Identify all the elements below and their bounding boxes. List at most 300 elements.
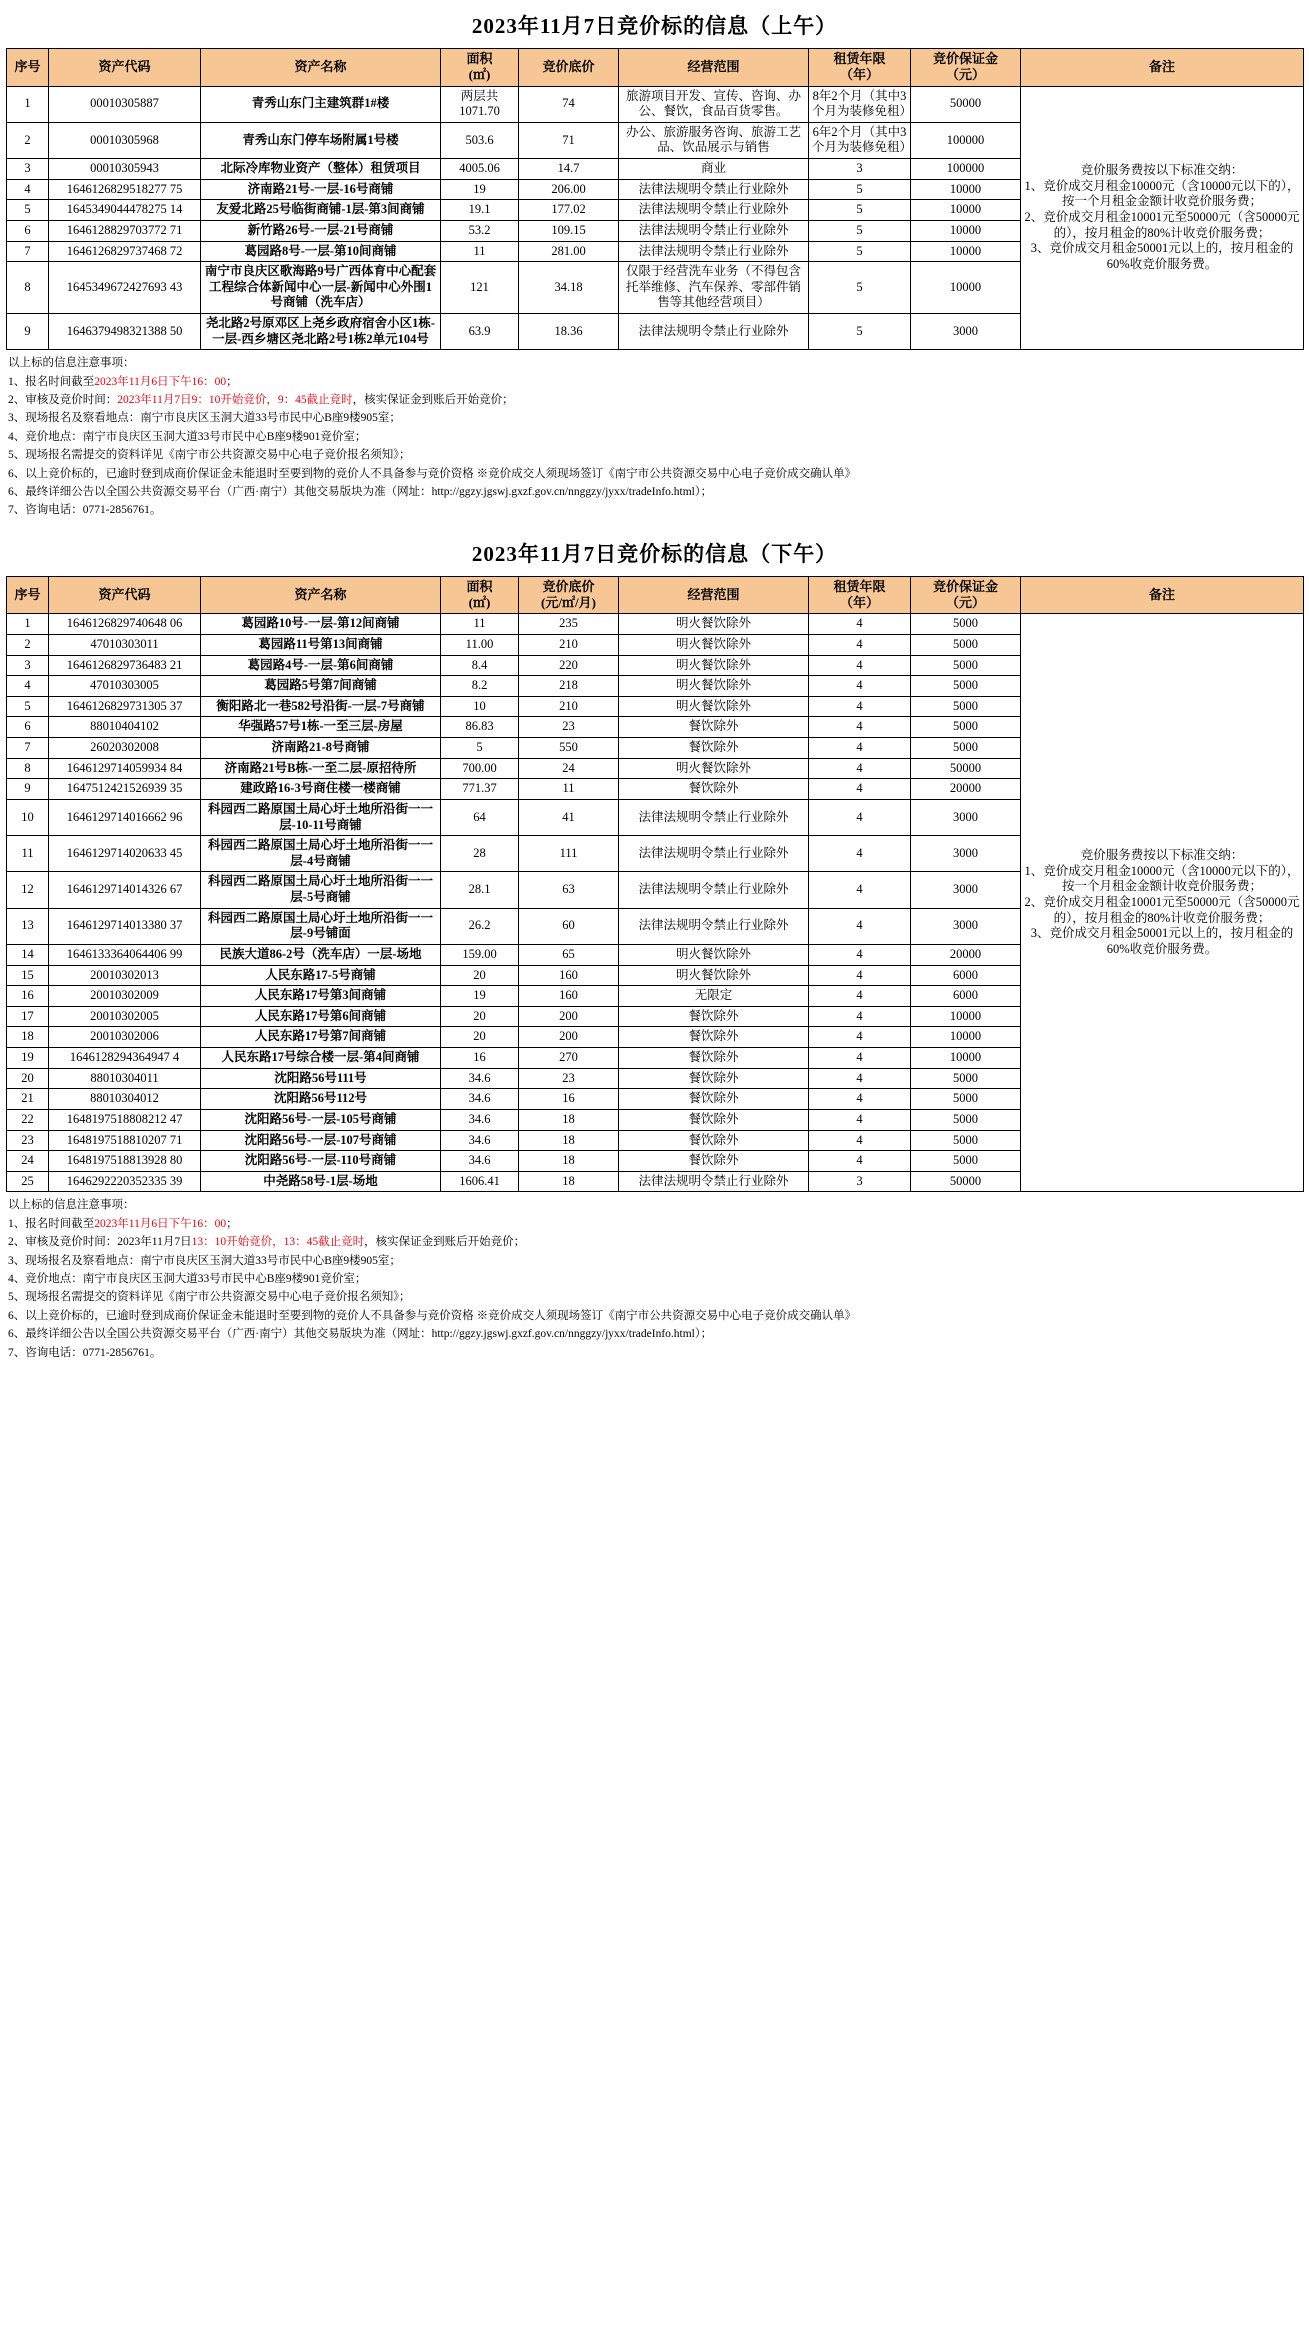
cell-price: 65 xyxy=(519,944,619,965)
cell-term: 5 xyxy=(809,314,911,350)
cell-price: 160 xyxy=(519,986,619,1007)
cell-area: 1606.41 xyxy=(441,1171,519,1192)
cell-code: 1646129714014326 67 xyxy=(49,872,201,908)
note-line: 3、现场报名及察看地点：南宁市良庆区玉洞大道33号市民中心B座9楼905室； xyxy=(8,412,401,425)
cell-no: 9 xyxy=(7,314,49,350)
cell-scope: 法律法规明令禁止行业除外 xyxy=(619,836,809,872)
cell-name: 科园西二路原国土局心圩土地所沿街一一层-5号商铺 xyxy=(201,872,441,908)
cell-scope: 明火餐饮除外 xyxy=(619,655,809,676)
col-deposit-label: 竞价保证金 xyxy=(932,578,998,594)
cell-no: 4 xyxy=(7,676,49,697)
cell-term: 4 xyxy=(809,799,911,835)
col-area-label: 面积 xyxy=(466,51,493,66)
cell-code: 1646126829518277 75 xyxy=(49,179,201,200)
cell-no: 24 xyxy=(7,1151,49,1172)
cell-term: 4 xyxy=(809,1048,911,1069)
cell-term: 4 xyxy=(809,696,911,717)
cell-price: 24 xyxy=(519,758,619,779)
cell-area: 34.6 xyxy=(441,1089,519,1110)
cell-name: 民族大道86-2号（洗车店）一层-场地 xyxy=(201,944,441,965)
cell-deposit: 3000 xyxy=(911,872,1021,908)
cell-area: 10 xyxy=(441,696,519,717)
cell-no: 9 xyxy=(7,779,49,800)
note-line: 6、最终详细公告以全国公共资源交易平台（广西·南宁）其他交易版块为准（网址：http://ggzy.jgswj.gxzf.gov.cn/nnggzy/jyxx/tradeInfo.html）； xyxy=(8,485,713,498)
cell-term: 5 xyxy=(809,200,911,221)
cell-scope: 法律法规明令禁止行业除外 xyxy=(619,908,809,944)
cell-deposit: 10000 xyxy=(911,262,1021,314)
cell-deposit: 6000 xyxy=(911,965,1021,986)
cell-scope: 明火餐饮除外 xyxy=(619,965,809,986)
col-term-label: 租赁年限 xyxy=(833,51,886,66)
cell-name: 尧北路2号原邓区上尧乡政府宿舍小区1栋-一层-西乡塘区尧北路2号1栋2单元104号 xyxy=(201,314,441,350)
cell-area: 19 xyxy=(441,986,519,1007)
cell-code: 00010305968 xyxy=(49,122,201,158)
cell-area: 34.6 xyxy=(441,1130,519,1151)
cell-no: 7 xyxy=(7,241,49,262)
cell-deposit: 3000 xyxy=(911,836,1021,872)
cell-deposit: 5000 xyxy=(911,1130,1021,1151)
cell-deposit: 50000 xyxy=(911,86,1021,122)
cell-no: 5 xyxy=(7,696,49,717)
cell-term: 4 xyxy=(809,1089,911,1110)
cell-no: 3 xyxy=(7,655,49,676)
cell-no: 13 xyxy=(7,908,49,944)
cell-deposit: 5000 xyxy=(911,655,1021,676)
cell-area: 700.00 xyxy=(441,758,519,779)
cell-name: 青秀山东门主建筑群1#楼 xyxy=(201,86,441,122)
cell-code: 20010302013 xyxy=(49,965,201,986)
cell-deposit: 3000 xyxy=(911,908,1021,944)
cell-deposit: 10000 xyxy=(911,1006,1021,1027)
cell-term: 4 xyxy=(809,1068,911,1089)
cell-term: 4 xyxy=(809,836,911,872)
cell-price: 18 xyxy=(519,1151,619,1172)
cell-price: 14.7 xyxy=(519,159,619,180)
cell-price: 111 xyxy=(519,836,619,872)
cell-no: 23 xyxy=(7,1130,49,1151)
cell-price: 200 xyxy=(519,1027,619,1048)
cell-area: 64 xyxy=(441,799,519,835)
cell-price: 63 xyxy=(519,872,619,908)
cell-deposit: 10000 xyxy=(911,241,1021,262)
cell-code: 20010302005 xyxy=(49,1006,201,1027)
cell-name: 新竹路26号-一层-21号商铺 xyxy=(201,220,441,241)
afternoon-title: 2023年11月7日竞价标的信息（下午） xyxy=(471,541,838,566)
note-line: 2、审核及竞价时间：2023年11月7日13：10开始竞价，13：45截止竞时，核实保证金到账后开始竞价； xyxy=(8,1236,526,1249)
cell-no: 20 xyxy=(7,1068,49,1089)
col-area-unit: (㎡) xyxy=(468,67,491,83)
cell-scope: 餐饮除外 xyxy=(619,1048,809,1069)
cell-name: 沈阳路56号-一层-105号商铺 xyxy=(201,1109,441,1130)
cell-area: 34.6 xyxy=(441,1151,519,1172)
cell-code: 1646126829736483 21 xyxy=(49,655,201,676)
cell-term: 5 xyxy=(809,220,911,241)
cell-scope: 法律法规明令禁止行业除外 xyxy=(619,314,809,350)
col-price: 竞价底价 xyxy=(519,49,619,87)
cell-name: 葛园路5号第7间商铺 xyxy=(201,676,441,697)
cell-code: 1646126829731305 37 xyxy=(49,696,201,717)
cell-code: 1648197518813928 80 xyxy=(49,1151,201,1172)
cell-term: 4 xyxy=(809,655,911,676)
cell-area: 53.2 xyxy=(441,220,519,241)
cell-price: 18 xyxy=(519,1130,619,1151)
cell-name: 济南路21-8号商铺 xyxy=(201,738,441,759)
cell-price: 550 xyxy=(519,738,619,759)
cell-name: 葛园路4号-一层-第6间商铺 xyxy=(201,655,441,676)
cell-name: 济南路21号B栋-一至二层-原招待所 xyxy=(201,758,441,779)
col-scope: 经营范围 xyxy=(619,576,809,614)
cell-deposit: 10000 xyxy=(911,179,1021,200)
cell-scope: 办公、旅游服务咨询、旅游工艺品、饮品展示与销售 xyxy=(619,122,809,158)
afternoon-notes xyxy=(6,1192,1303,1364)
cell-scope: 法律法规明令禁止行业除外 xyxy=(619,872,809,908)
cell-name: 衡阳路北一巷582号沿街-一层-7号商铺 xyxy=(201,696,441,717)
cell-scope: 明火餐饮除外 xyxy=(619,676,809,697)
cell-term: 3 xyxy=(809,1171,911,1192)
cell-name: 沈阳路56号-一层-110号商铺 xyxy=(201,1151,441,1172)
cell-term: 4 xyxy=(809,614,911,635)
cell-area: 771.37 xyxy=(441,779,519,800)
note-line: 6、以上竞价标的，已逾时登到成商价保证金未能退时至要到物的竞价人不具备参与竞价资格 ※竞价成交人须现场签订《南宁市公共资源交易中心电子竞价成交确认单》 xyxy=(8,1309,857,1322)
morning-title: 2023年11月7日竞价标的信息（上午） xyxy=(471,14,838,38)
col-term xyxy=(809,49,911,87)
cell-price: 11 xyxy=(519,779,619,800)
cell-area: 8.4 xyxy=(441,655,519,676)
morning-table xyxy=(6,48,1304,350)
cell-name: 建政路16-3号商住楼一楼商铺 xyxy=(201,779,441,800)
cell-no: 3 xyxy=(7,159,49,180)
morning-notes xyxy=(6,350,1303,522)
cell-scope: 明火餐饮除外 xyxy=(619,944,809,965)
cell-deposit: 10000 xyxy=(911,220,1021,241)
col-term-unit: （年） xyxy=(839,595,879,611)
col-deposit xyxy=(911,576,1021,614)
cell-area: 19.1 xyxy=(441,200,519,221)
cell-name: 葛园路11号第13间商铺 xyxy=(201,634,441,655)
cell-scope: 仅限于经营洗车业务（不得包含托举维修、汽车保养、零部件销售等其他经营项目） xyxy=(619,262,809,314)
cell-scope: 餐饮除外 xyxy=(619,717,809,738)
cell-area: 34.6 xyxy=(441,1068,519,1089)
cell-area: 28.1 xyxy=(441,872,519,908)
cell-term: 5 xyxy=(809,179,911,200)
cell-price: 218 xyxy=(519,676,619,697)
cell-code: 1646379498321388 50 xyxy=(49,314,201,350)
cell-remark: 竞价服务费按以下标准交纳： 1、竞价成交月租金10000元（含10000元以下的），按一个月租金金额计收竞价服务费； 2、竞价成交月租金10001元至50000元（含50000元的），按月租金的80%计收竞价服务费； 3、竞价成交月租金50001元以上的，按月租金的60%收竞价服务费。 xyxy=(1021,614,1304,1192)
cell-area: 26.2 xyxy=(441,908,519,944)
cell-term: 4 xyxy=(809,1027,911,1048)
cell-area: 两层共1071.70 xyxy=(441,86,519,122)
cell-scope: 餐饮除外 xyxy=(619,738,809,759)
col-term-unit: （年） xyxy=(839,67,879,83)
cell-deposit: 5000 xyxy=(911,634,1021,655)
cell-deposit: 5000 xyxy=(911,1068,1021,1089)
cell-price: 71 xyxy=(519,122,619,158)
col-deposit-unit: （元） xyxy=(945,67,985,83)
cell-area: 63.9 xyxy=(441,314,519,350)
cell-no: 1 xyxy=(7,86,49,122)
cell-scope: 餐饮除外 xyxy=(619,779,809,800)
cell-name: 沈阳路56号112号 xyxy=(201,1089,441,1110)
cell-area: 5 xyxy=(441,738,519,759)
cell-name: 中尧路58号-1层-场地 xyxy=(201,1171,441,1192)
note-line: 6、以上竞价标的，已逾时登到成商价保证金未能退时至要到物的竞价人不具备参与竞价资格 ※竞价成交人须现场签订《南宁市公共资源交易中心电子竞价成交确认单》 xyxy=(8,467,857,480)
note-line: 2、审核及竞价时间：2023年11月7日9：10开始竞价，9：45截止竞时，核实保证金到账后开始竞价； xyxy=(8,394,514,407)
cell-price: 34.18 xyxy=(519,262,619,314)
cell-term: 4 xyxy=(809,738,911,759)
cell-area: 16 xyxy=(441,1048,519,1069)
cell-scope: 法律法规明令禁止行业除外 xyxy=(619,1171,809,1192)
cell-area: 28 xyxy=(441,836,519,872)
cell-deposit: 20000 xyxy=(911,779,1021,800)
cell-scope: 餐饮除外 xyxy=(619,1089,809,1110)
cell-no: 4 xyxy=(7,179,49,200)
cell-no: 17 xyxy=(7,1006,49,1027)
cell-no: 22 xyxy=(7,1109,49,1130)
cell-deposit: 5000 xyxy=(911,676,1021,697)
cell-scope: 餐饮除外 xyxy=(619,1006,809,1027)
cell-scope: 法律法规明令禁止行业除外 xyxy=(619,241,809,262)
cell-term: 3 xyxy=(809,159,911,180)
cell-deposit: 3000 xyxy=(911,314,1021,350)
cell-code: 00010305887 xyxy=(49,86,201,122)
col-term-label: 租赁年限 xyxy=(833,578,886,594)
cell-deposit: 5000 xyxy=(911,1109,1021,1130)
cell-code: 20010302009 xyxy=(49,986,201,1007)
col-name: 资产名称 xyxy=(201,576,441,614)
note-line: 7、咨询电话：0771-2856761。 xyxy=(8,1346,162,1359)
cell-area: 4005.06 xyxy=(441,159,519,180)
cell-no: 2 xyxy=(7,634,49,655)
cell-code: 1645349672427693 43 xyxy=(49,262,201,314)
cell-name: 葛园路10号-一层-第12间商铺 xyxy=(201,614,441,635)
cell-no: 6 xyxy=(7,220,49,241)
cell-deposit: 100000 xyxy=(911,159,1021,180)
cell-code: 1646129714016662 96 xyxy=(49,799,201,835)
cell-name: 葛园路8号-一层-第10间商铺 xyxy=(201,241,441,262)
cell-name: 南宁市良庆区歌海路9号广西体育中心配套工程综合体新闻中心一层-新闻中心外围1号商铺（洗车店） xyxy=(201,262,441,314)
cell-name: 华强路57号1栋-一至三层-房屋 xyxy=(201,717,441,738)
cell-area: 11.00 xyxy=(441,634,519,655)
cell-no: 5 xyxy=(7,200,49,221)
cell-deposit: 5000 xyxy=(911,738,1021,759)
cell-term: 4 xyxy=(809,676,911,697)
cell-deposit: 50000 xyxy=(911,1171,1021,1192)
cell-area: 20 xyxy=(441,1006,519,1027)
cell-code: 1646129714059934 84 xyxy=(49,758,201,779)
cell-term: 8年2个月（其中3个月为装修免租） xyxy=(809,86,911,122)
cell-area: 20 xyxy=(441,1027,519,1048)
cell-scope: 法律法规明令禁止行业除外 xyxy=(619,799,809,835)
cell-no: 8 xyxy=(7,758,49,779)
cell-name: 人民东路17-5号商铺 xyxy=(201,965,441,986)
cell-name: 友爱北路25号临街商铺-1层-第3间商铺 xyxy=(201,200,441,221)
cell-price: 270 xyxy=(519,1048,619,1069)
cell-term: 4 xyxy=(809,1130,911,1151)
cell-term: 4 xyxy=(809,779,911,800)
cell-name: 人民东路17号第3间商铺 xyxy=(201,986,441,1007)
cell-area: 121 xyxy=(441,262,519,314)
cell-code: 1645349044478275 14 xyxy=(49,200,201,221)
cell-no: 8 xyxy=(7,262,49,314)
cell-deposit: 5000 xyxy=(911,1089,1021,1110)
note-line: 1、报名时间截至2023年11月6日下午16：00； xyxy=(8,1217,238,1230)
col-term xyxy=(809,576,911,614)
cell-price: 235 xyxy=(519,614,619,635)
cell-term: 4 xyxy=(809,1006,911,1027)
col-deposit-unit: （元） xyxy=(945,595,985,611)
col-remark: 备注 xyxy=(1021,576,1304,614)
cell-name: 沈阳路56号111号 xyxy=(201,1068,441,1089)
cell-code: 1646126829740648 06 xyxy=(49,614,201,635)
cell-no: 19 xyxy=(7,1048,49,1069)
cell-no: 10 xyxy=(7,799,49,835)
cell-area: 8.2 xyxy=(441,676,519,697)
cell-code: 1646133364064406 99 xyxy=(49,944,201,965)
cell-name: 人民东路17号综合楼一层-第4间商铺 xyxy=(201,1048,441,1069)
cell-price: 18 xyxy=(519,1109,619,1130)
table-row xyxy=(7,86,1304,122)
col-scope: 经营范围 xyxy=(619,49,809,87)
cell-deposit: 5000 xyxy=(911,696,1021,717)
cell-deposit: 10000 xyxy=(911,200,1021,221)
notes-heading: 以上标的信息注意事项： xyxy=(8,357,135,370)
cell-code: 1648197518808212 47 xyxy=(49,1109,201,1130)
cell-deposit: 5000 xyxy=(911,717,1021,738)
cell-price: 177.02 xyxy=(519,200,619,221)
cell-term: 4 xyxy=(809,758,911,779)
cell-scope: 餐饮除外 xyxy=(619,1109,809,1130)
cell-no: 14 xyxy=(7,944,49,965)
col-price xyxy=(519,576,619,614)
cell-price: 160 xyxy=(519,965,619,986)
cell-remark: 竞价服务费按以下标准交纳： 1、竞价成交月租金10000元（含10000元以下的），按一个月租金金额计收竞价服务费； 2、竞价成交月租金10001元至50000元（含50000元的），按月租金的80%计收竞价服务费； 3、竞价成交月租金50001元以上的，按月租金的60%收竞价服务费。 xyxy=(1021,86,1304,350)
col-name: 资产名称 xyxy=(201,49,441,87)
cell-price: 281.00 xyxy=(519,241,619,262)
cell-code: 1646128294364947 4 xyxy=(49,1048,201,1069)
cell-price: 220 xyxy=(519,655,619,676)
cell-no: 21 xyxy=(7,1089,49,1110)
cell-price: 210 xyxy=(519,696,619,717)
note-line: 5、现场报名需提交的资料详见《南宁市公共资源交易中心电子竞价报名须知》； xyxy=(8,1291,411,1304)
cell-scope: 餐饮除外 xyxy=(619,1151,809,1172)
cell-scope: 餐饮除外 xyxy=(619,1068,809,1089)
cell-deposit: 3000 xyxy=(911,799,1021,835)
cell-name: 沈阳路56号-一层-107号商铺 xyxy=(201,1130,441,1151)
cell-deposit: 5000 xyxy=(911,1151,1021,1172)
cell-name: 科园西二路原国土局心圩土地所沿街一一层-9号铺面 xyxy=(201,908,441,944)
col-no: 序号 xyxy=(7,576,49,614)
cell-scope: 明火餐饮除外 xyxy=(619,758,809,779)
note-line: 3、现场报名及察看地点：南宁市良庆区玉洞大道33号市民中心B座9楼905室； xyxy=(8,1254,401,1267)
cell-no: 16 xyxy=(7,986,49,1007)
cell-area: 11 xyxy=(441,241,519,262)
notes-heading: 以上标的信息注意事项： xyxy=(8,1199,135,1212)
note-line: 5、现场报名需提交的资料详见《南宁市公共资源交易中心电子竞价报名须知》； xyxy=(8,449,411,462)
col-code: 资产代码 xyxy=(49,49,201,87)
cell-price: 23 xyxy=(519,717,619,738)
cell-term: 4 xyxy=(809,717,911,738)
cell-term: 4 xyxy=(809,634,911,655)
table-row xyxy=(7,614,1304,635)
cell-code: 1647512421526939 35 xyxy=(49,779,201,800)
note-line: 4、竞价地点：南宁市良庆区玉洞大道33号市民中心B座9楼901竞价室； xyxy=(8,430,367,443)
cell-price: 23 xyxy=(519,1068,619,1089)
cell-price: 206.00 xyxy=(519,179,619,200)
cell-deposit: 100000 xyxy=(911,122,1021,158)
cell-code: 1648197518810207 71 xyxy=(49,1130,201,1151)
cell-price: 16 xyxy=(519,1089,619,1110)
cell-name: 科园西二路原国土局心圩土地所沿街一一层-10-11号商铺 xyxy=(201,799,441,835)
cell-name: 人民东路17号第6间商铺 xyxy=(201,1006,441,1027)
note-line: 4、竞价地点：南宁市良庆区玉洞大道33号市民中心B座9楼901竞价室； xyxy=(8,1272,367,1285)
cell-price: 109.15 xyxy=(519,220,619,241)
cell-area: 11 xyxy=(441,614,519,635)
cell-scope: 旅游项目开发、宣传、咨询、办公、餐饮，食品百货零售。 xyxy=(619,86,809,122)
cell-price: 41 xyxy=(519,799,619,835)
cell-term: 4 xyxy=(809,986,911,1007)
cell-no: 25 xyxy=(7,1171,49,1192)
col-price-label: 竞价底价 xyxy=(542,578,595,594)
cell-name: 人民东路17号第7间商铺 xyxy=(201,1027,441,1048)
cell-scope: 法律法规明令禁止行业除外 xyxy=(619,200,809,221)
cell-deposit: 10000 xyxy=(911,1027,1021,1048)
col-area xyxy=(441,576,519,614)
cell-area: 34.6 xyxy=(441,1109,519,1130)
col-code: 资产代码 xyxy=(49,576,201,614)
cell-no: 1 xyxy=(7,614,49,635)
cell-term: 4 xyxy=(809,965,911,986)
afternoon-header-row xyxy=(7,576,1304,614)
cell-code: 00010305943 xyxy=(49,159,201,180)
cell-price: 60 xyxy=(519,908,619,944)
cell-price: 18.36 xyxy=(519,314,619,350)
col-area-unit: (㎡) xyxy=(468,595,491,611)
cell-no: 18 xyxy=(7,1027,49,1048)
cell-term: 4 xyxy=(809,944,911,965)
afternoon-table xyxy=(6,576,1304,1193)
cell-price: 210 xyxy=(519,634,619,655)
note-line: 7、咨询电话：0771-2856761。 xyxy=(8,504,162,517)
cell-term: 6年2个月（其中3个月为装修免租） xyxy=(809,122,911,158)
cell-scope: 餐饮除外 xyxy=(619,1027,809,1048)
cell-scope: 明火餐饮除外 xyxy=(619,696,809,717)
col-deposit-label: 竞价保证金 xyxy=(932,51,998,66)
note-line: 6、最终详细公告以全国公共资源交易平台（广西·南宁）其他交易版块为准（网址：http://ggzy.jgswj.gxzf.gov.cn/nnggzy/jyxx/tradeInfo.html）； xyxy=(8,1328,713,1341)
cell-scope: 餐饮除外 xyxy=(619,1130,809,1151)
cell-area: 86.83 xyxy=(441,717,519,738)
cell-term: 5 xyxy=(809,241,911,262)
cell-term: 4 xyxy=(809,908,911,944)
cell-code: 47010303011 xyxy=(49,634,201,655)
note-line: 1、报名时间截至2023年11月6日下午16：00； xyxy=(8,375,238,388)
col-price-unit: (元/㎡/月) xyxy=(541,595,596,611)
cell-name: 北际冷库物业资产（整体）租赁项目 xyxy=(201,159,441,180)
cell-code: 88010404102 xyxy=(49,717,201,738)
cell-deposit: 50000 xyxy=(911,758,1021,779)
cell-area: 159.00 xyxy=(441,944,519,965)
cell-scope: 明火餐饮除外 xyxy=(619,614,809,635)
morning-header-row xyxy=(7,49,1304,87)
cell-price: 200 xyxy=(519,1006,619,1027)
cell-code: 1646129714013380 37 xyxy=(49,908,201,944)
cell-scope: 商业 xyxy=(619,159,809,180)
col-area-label: 面积 xyxy=(466,578,493,594)
cell-code: 20010302006 xyxy=(49,1027,201,1048)
cell-code: 47010303005 xyxy=(49,676,201,697)
cell-term: 5 xyxy=(809,262,911,314)
cell-code: 1646129714020633 45 xyxy=(49,836,201,872)
cell-deposit: 10000 xyxy=(911,1048,1021,1069)
